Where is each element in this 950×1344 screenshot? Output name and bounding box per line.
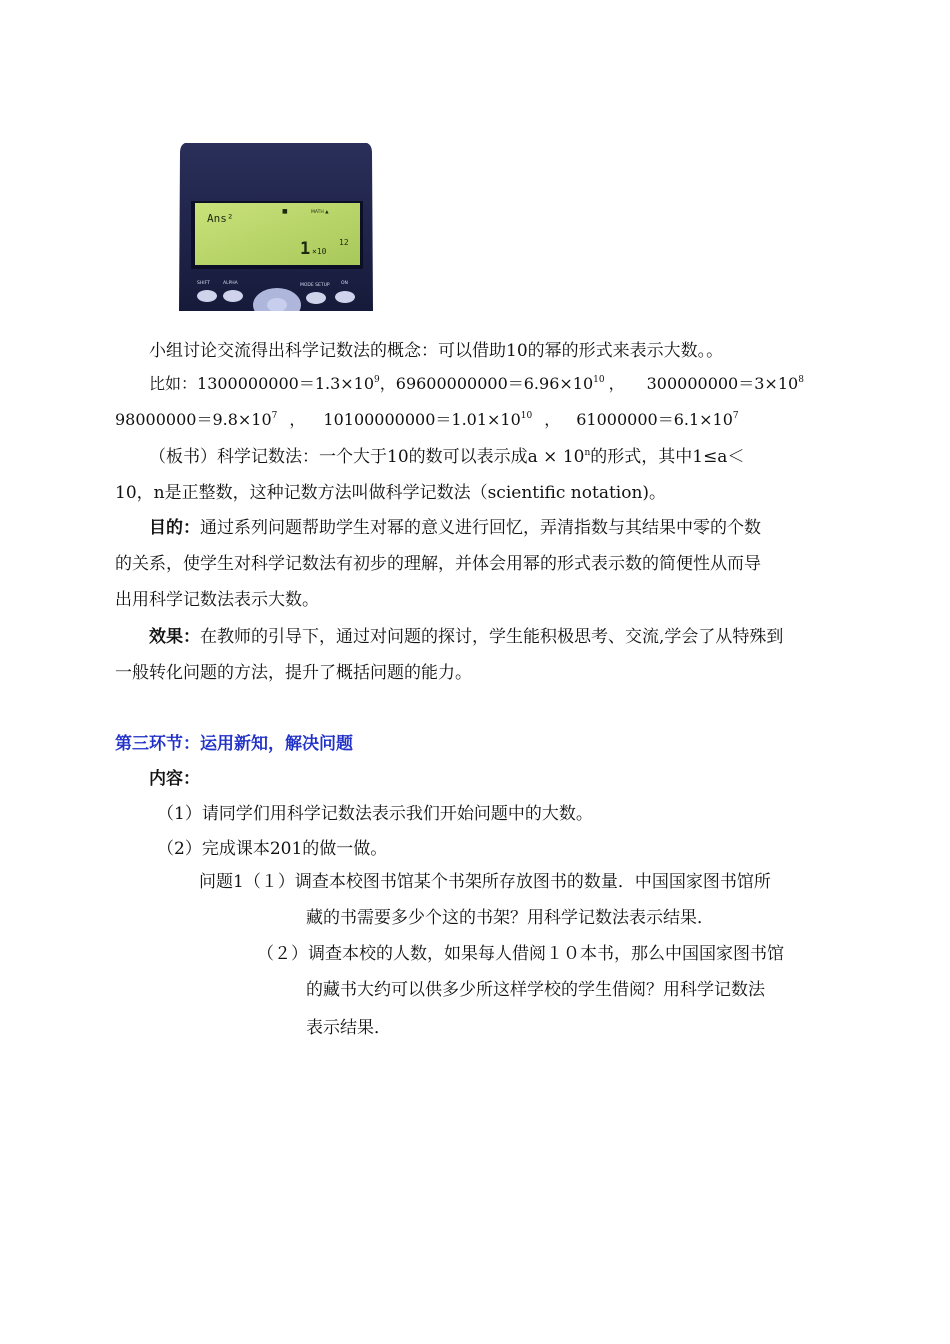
separator: ， xyxy=(289,410,306,429)
screen-result-exponent: 12 xyxy=(339,238,349,247)
key-shift-label: SHIFT xyxy=(197,281,210,286)
on-key xyxy=(335,291,355,303)
example-6-base: 61000000＝6.1×10 xyxy=(576,410,733,429)
examples-line-2 xyxy=(115,407,739,430)
purpose-line-3: 出用科学记数法表示大数。 xyxy=(115,590,319,610)
alpha-key xyxy=(223,290,243,302)
definition-text-a: （板书）科学记数法：一个大于10的数可以表示成a × 10 xyxy=(149,447,585,467)
screen-top-text: Ans² xyxy=(207,212,234,225)
concept-paragraph: 小组讨论交流得出科学记数法的概念：可以借助10的幂的形式来表示大数。。 xyxy=(149,341,724,361)
example-3-base: 300000000＝3×10 xyxy=(646,374,799,393)
key-alpha-label: ALPHA xyxy=(223,281,238,286)
question-1-line-1: 问题1（１）调查本校图书馆某个书架所存放图书的数量．中国国家图书馆所 xyxy=(199,872,771,892)
definition-exponent: n xyxy=(584,448,591,458)
example-6-exponent: 7 xyxy=(732,411,739,421)
effect-line-2: 一般转化问题的方法，提升了概括问题的能力。 xyxy=(115,663,472,683)
content-label: 内容： xyxy=(149,769,200,789)
examples-line-1 xyxy=(149,371,804,394)
key-on-label: ON xyxy=(341,281,348,286)
purpose-line-1 xyxy=(149,513,761,538)
example-1-exponent: 9 xyxy=(374,375,380,385)
example-4-base: 98000000＝9.8×10 xyxy=(115,410,272,429)
example-2-exponent: 10 xyxy=(593,375,605,385)
question-2-line-1: （２）调查本校的人数，如果每人借阅１０本书，那么中国国家图书馆 xyxy=(257,944,784,964)
task-item-2: （2）完成课本201的做一做。 xyxy=(157,839,388,859)
screen-indicator: ■ xyxy=(282,208,288,215)
purpose-line-2: 的关系，使学生对科学记数法有初步的理解，并体会用幂的形式表示数的简便性从而导 xyxy=(115,554,761,574)
purpose-text-1: 通过系列问题帮助学生对幂的意义进行回忆，弄清指数与其结果中零的个数 xyxy=(200,518,761,538)
definition-line-1 xyxy=(149,442,744,467)
separator: ， xyxy=(544,410,561,429)
example-5-base: 10100000000＝1.01×10 xyxy=(323,410,521,429)
example-4-exponent: 7 xyxy=(271,411,278,421)
examples-lead: 比如： xyxy=(149,374,198,393)
separator: ， xyxy=(608,374,625,393)
question-1-line-2: 藏的书需要多少个这的书架？用科学记数法表示结果． xyxy=(306,908,714,928)
shift-key xyxy=(197,290,217,302)
mode-key xyxy=(306,292,326,304)
example-3-exponent: 8 xyxy=(798,375,804,385)
effect-text-1: 在教师的引导下，通过对问题的探讨，学生能积极思考、交流,学会了从特殊到 xyxy=(200,627,784,647)
definition-line-2: 10，n是正整数，这种记数方法叫做科学记数法（scientific notation)。 xyxy=(115,483,667,503)
calculator-image xyxy=(179,143,373,311)
example-1-base: 1300000000＝1.3×10 xyxy=(197,374,375,393)
example-2-base: ，69600000000＝6.96×10 xyxy=(379,374,594,393)
purpose-label: 目的： xyxy=(149,518,200,538)
task-item-1: （1）请同学们用科学记数法表示我们开始问题中的大数。 xyxy=(157,804,593,824)
question-2-line-3: 表示结果． xyxy=(306,1018,391,1038)
key-mode-label: MODE SETUP xyxy=(300,283,330,288)
definition-text-b: 的形式，其中1≤a＜ xyxy=(590,447,745,467)
effect-line-1 xyxy=(149,622,783,647)
screen-mode: MATH ▲ xyxy=(311,210,329,215)
question-2-line-2: 的藏书大约可以供多少所这样学校的学生借阅？用科学记数法 xyxy=(306,980,765,1000)
section-3-heading: 第三环节：运用新知，解决问题 xyxy=(115,734,353,754)
screen-result-times: ×10 xyxy=(312,247,327,256)
example-5-exponent: 10 xyxy=(520,411,533,421)
screen-result-mantissa: 1 xyxy=(300,239,311,259)
effect-label: 效果： xyxy=(149,627,200,647)
